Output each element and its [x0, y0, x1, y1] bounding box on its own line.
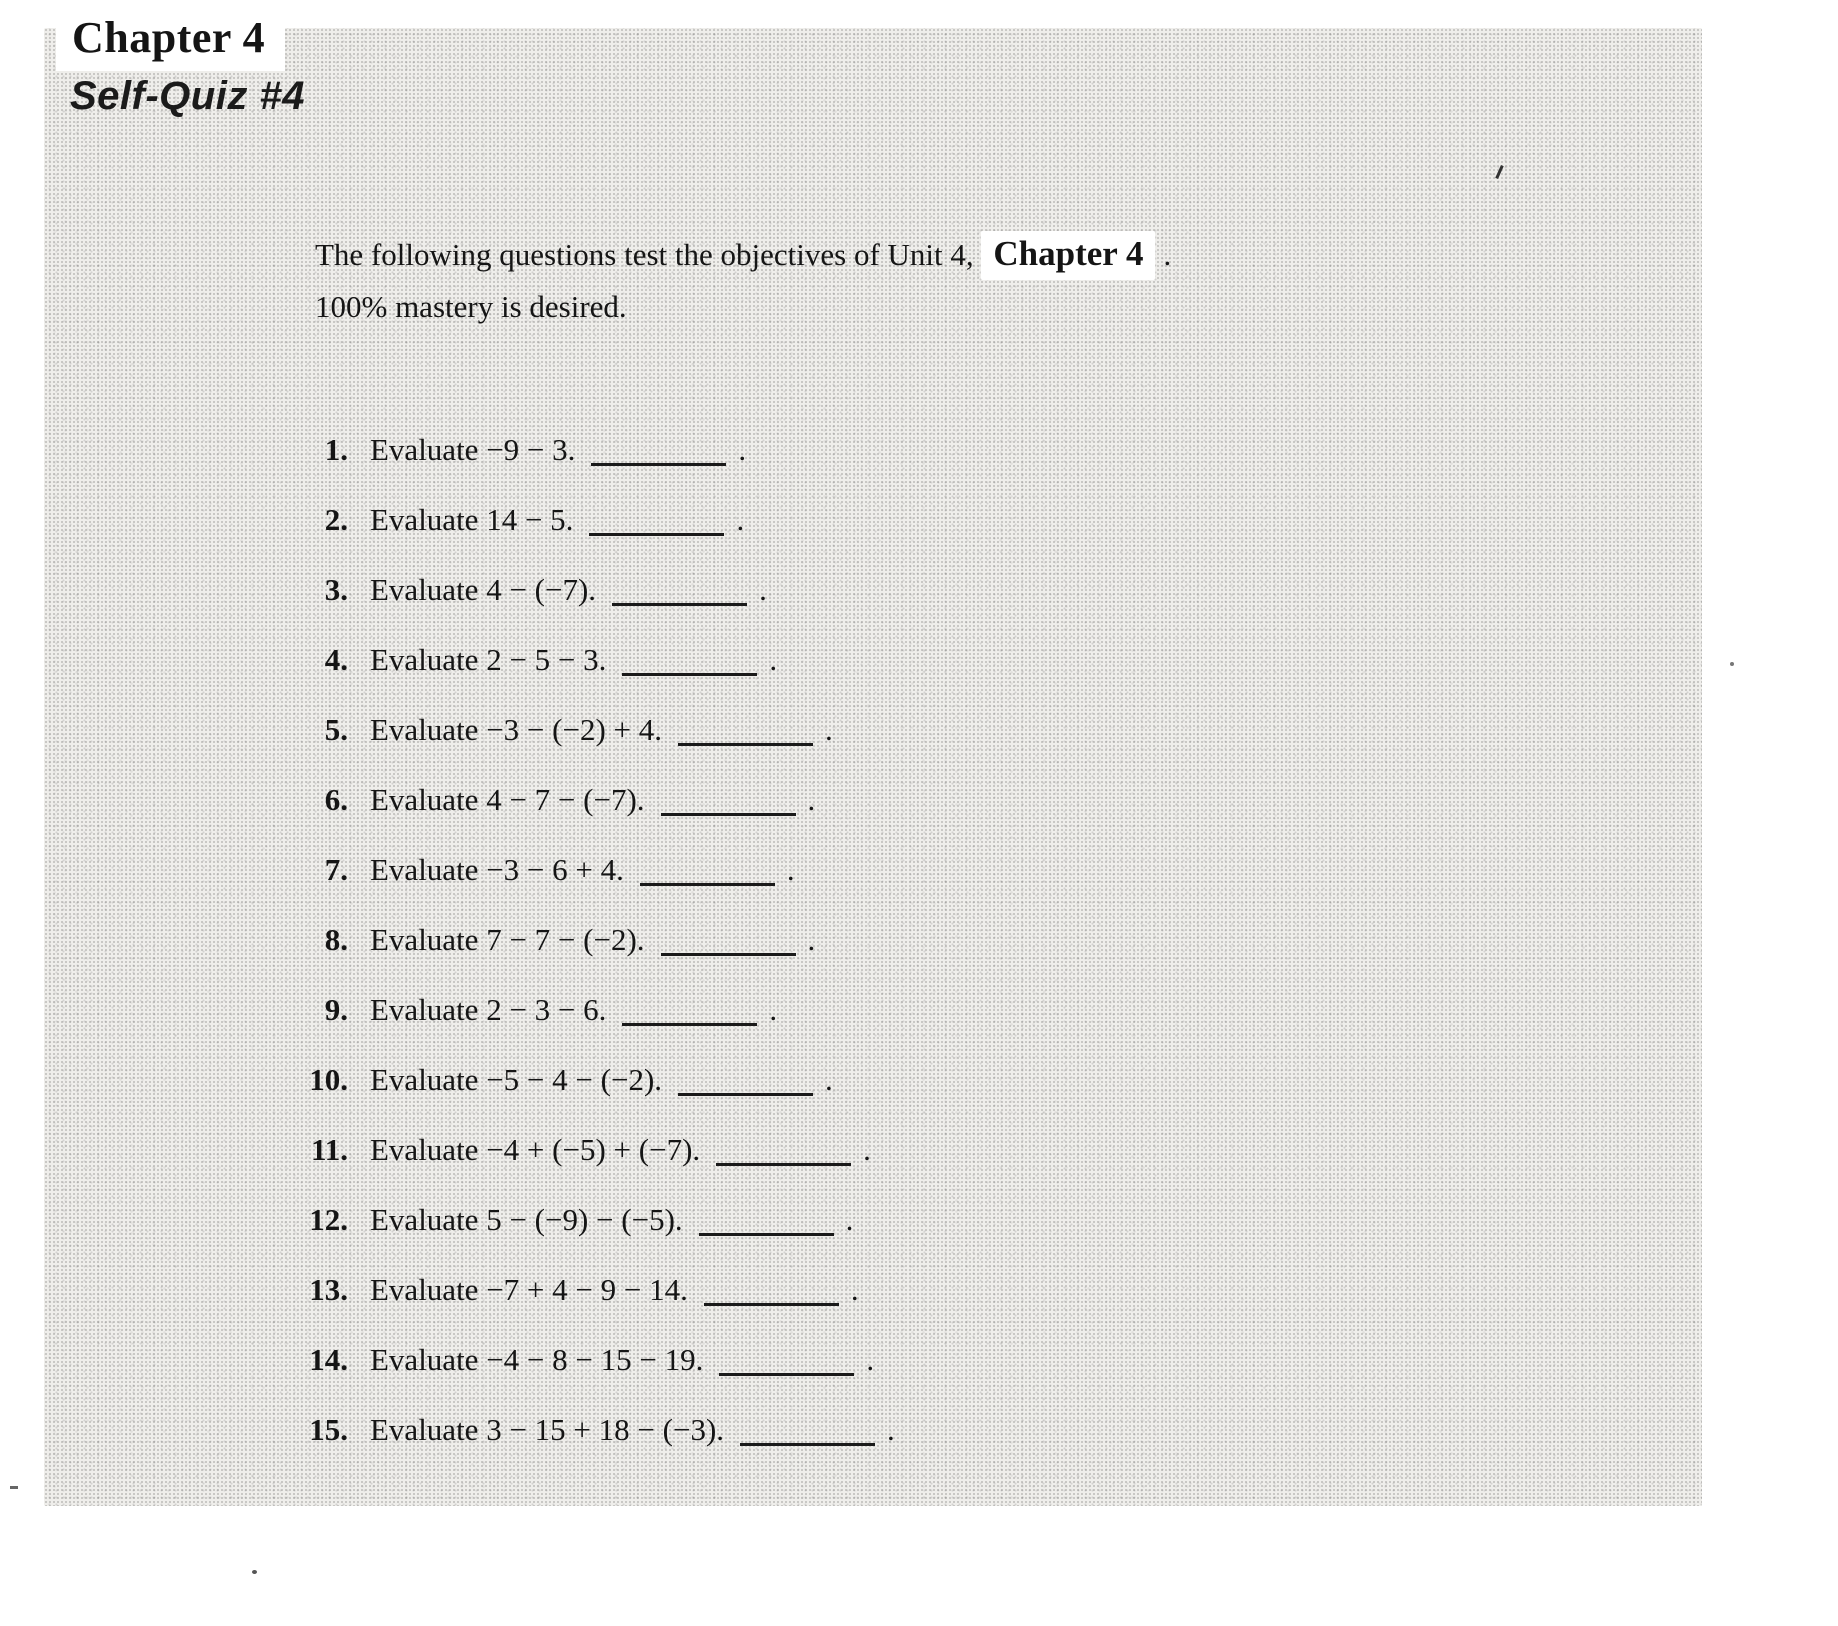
question-number: 13. — [309, 1272, 348, 1307]
question-row-9 — [280, 975, 895, 1045]
question-number: 3. — [324, 572, 348, 607]
question-row-7 — [280, 835, 895, 905]
question-text: Evaluate 4 − (−7). — [370, 572, 597, 607]
intro-period: . — [1163, 237, 1172, 272]
intro-text-line2: 100% mastery is desired. — [315, 289, 627, 324]
question-text: Evaluate 4 − 7 − (−7). — [370, 782, 645, 817]
question-number: 6. — [324, 782, 348, 817]
question-number: 15. — [309, 1412, 348, 1447]
blank-period: . — [736, 502, 745, 537]
question-text: Evaluate −4 + (−5) + (−7). — [370, 1132, 701, 1167]
chapter-title: Chapter 4 — [56, 10, 285, 71]
question-number: 1. — [324, 432, 348, 467]
question-number: 9. — [324, 992, 348, 1027]
question-number: 4. — [324, 642, 348, 677]
question-number: 12. — [309, 1202, 348, 1237]
answer-blank[interactable] — [661, 953, 796, 956]
answer-blank[interactable] — [612, 603, 747, 606]
question-row-10 — [280, 1045, 895, 1115]
answer-blank[interactable] — [622, 673, 757, 676]
question-text: Evaluate 14 − 5. — [370, 502, 574, 537]
question-row-11 — [280, 1115, 895, 1185]
question-text: Evaluate −7 + 4 − 9 − 14. — [370, 1272, 688, 1307]
scan-artifact-dot — [10, 1486, 18, 1489]
question-number: 10. — [309, 1062, 348, 1097]
question-row-1 — [280, 415, 895, 485]
question-row-5 — [280, 695, 895, 765]
question-text: Evaluate −9 − 3. — [370, 432, 576, 467]
question-number: 7. — [324, 852, 348, 887]
answer-blank[interactable] — [704, 1303, 839, 1306]
question-text: Evaluate −3 − (−2) + 4. — [370, 712, 663, 747]
blank-period: . — [866, 1342, 875, 1377]
question-row-13 — [280, 1255, 895, 1325]
answer-blank[interactable] — [661, 813, 796, 816]
question-list — [280, 415, 895, 1465]
question-row-4 — [280, 625, 895, 695]
question-text: Evaluate −4 − 8 − 15 − 19. — [370, 1342, 704, 1377]
question-text: Evaluate −3 − 6 + 4. — [370, 852, 624, 887]
blank-period: . — [863, 1132, 871, 1167]
answer-blank[interactable] — [640, 883, 775, 886]
question-row-14 — [280, 1325, 895, 1395]
answer-blank[interactable] — [740, 1443, 875, 1446]
blank-period: . — [738, 432, 747, 467]
blank-period: . — [845, 1202, 854, 1237]
answer-blank[interactable] — [719, 1373, 854, 1376]
question-text: Evaluate 5 − (−9) − (−5). — [370, 1202, 683, 1237]
blank-period: . — [769, 642, 778, 677]
question-row-2 — [280, 485, 895, 555]
blank-period: . — [887, 1412, 895, 1447]
answer-blank[interactable] — [678, 743, 813, 746]
question-row-15 — [280, 1395, 895, 1465]
question-row-12 — [280, 1185, 895, 1255]
question-number: 8. — [324, 922, 348, 957]
blank-period: . — [786, 852, 795, 887]
question-row-6 — [280, 765, 895, 835]
question-row-8 — [280, 905, 895, 975]
answer-blank[interactable] — [622, 1023, 757, 1026]
answer-blank[interactable] — [591, 463, 726, 466]
blank-period: . — [807, 922, 816, 957]
intro-paragraph — [315, 228, 1495, 333]
question-row-3 — [280, 555, 895, 625]
question-text: Evaluate 2 − 3 − 6. — [370, 992, 607, 1027]
quiz-title: Self-Quiz #4 — [70, 74, 305, 118]
scan-artifact-dot — [1730, 662, 1734, 666]
chapter-highlight: Chapter 4 — [981, 231, 1155, 280]
blank-period: . — [807, 782, 816, 817]
answer-blank[interactable] — [678, 1093, 813, 1096]
blank-period: . — [850, 1272, 859, 1307]
blank-period: . — [769, 992, 778, 1027]
intro-text-before: The following questions test the objectives of Unit 4, — [315, 237, 974, 272]
blank-period: . — [825, 712, 833, 747]
question-number: 2. — [324, 502, 348, 537]
scan-artifact-dot — [252, 1570, 257, 1574]
answer-blank[interactable] — [589, 533, 724, 536]
question-text: Evaluate 7 − 7 − (−2). — [370, 922, 645, 957]
question-text: Evaluate 2 − 5 − 3. — [370, 642, 607, 677]
answer-blank[interactable] — [699, 1233, 834, 1236]
question-number: 5. — [324, 712, 348, 747]
answer-blank[interactable] — [716, 1163, 851, 1166]
blank-period: . — [759, 572, 767, 607]
question-text: Evaluate −5 − 4 − (−2). — [370, 1062, 663, 1097]
question-text: Evaluate 3 − 15 + 18 − (−3). — [370, 1412, 725, 1447]
question-number: 11. — [310, 1132, 348, 1167]
question-number: 14. — [309, 1342, 348, 1377]
blank-period: . — [825, 1062, 833, 1097]
